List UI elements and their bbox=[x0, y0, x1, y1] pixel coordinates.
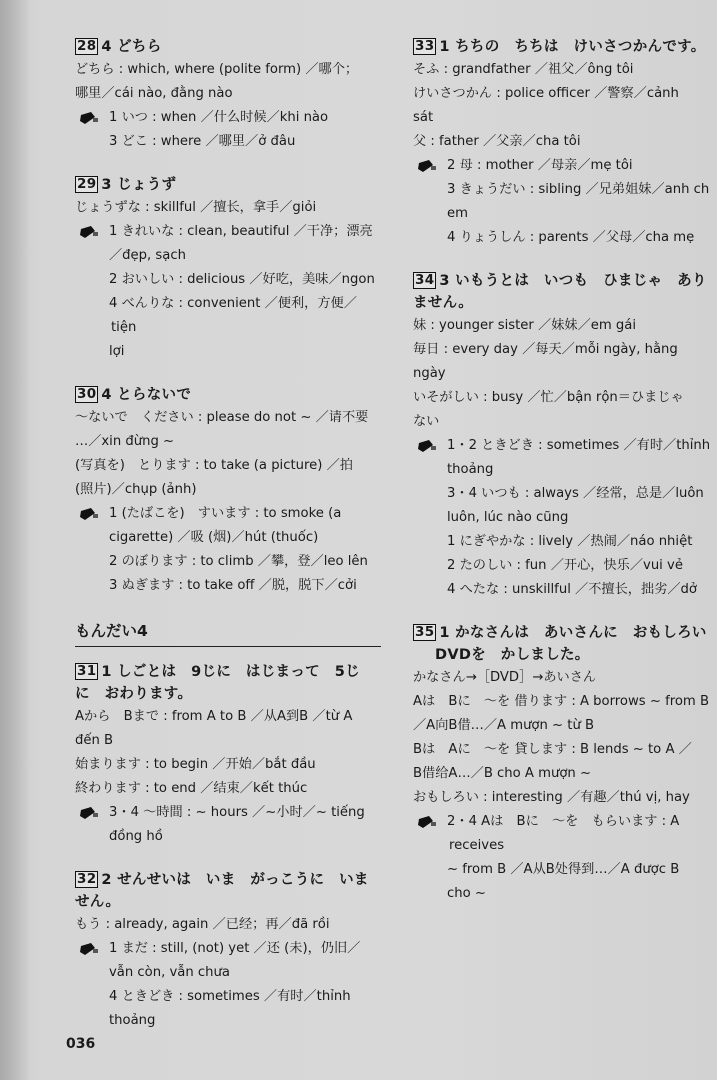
right-column bbox=[413, 36, 717, 926]
vocab-line: (写真を) とります : to take (a picture) ／拍 bbox=[75, 458, 353, 473]
vocab-line: (照片)／chụp (ảnh) bbox=[75, 482, 197, 497]
vocab-line: đến B bbox=[75, 733, 114, 748]
vocab-line: けいさつかん : police officer ／警察／cảnh bbox=[413, 86, 679, 101]
vocab-line: ない bbox=[413, 414, 440, 429]
hint-line: lợi bbox=[109, 344, 125, 359]
pencil-hint-icon bbox=[417, 815, 437, 829]
hint-line: ~ from B ／A从B处得到…／A được B bbox=[447, 862, 680, 877]
vocab-line: じょうずな : skillful ／擅长，拿手／giỏi bbox=[75, 200, 317, 215]
hint-line: cigarette) ／吸 (烟)／hút (thuốc) bbox=[109, 530, 319, 545]
hint-line: 1 にぎやかな : lively ／热闹／náo nhiệt bbox=[447, 534, 693, 549]
hint-line: 2 たのしい : fun ／开心，快乐／vui vẻ bbox=[447, 558, 683, 573]
hint-line: 1 いつ : when ／什么时候／khi nào bbox=[75, 106, 381, 130]
hint-line: 1・2 ときどき : sometimes ／有时／thỉnh bbox=[413, 434, 717, 458]
vocab-line: B借给A…／B cho A mượn ~ bbox=[413, 766, 592, 781]
vocab-line: おもしろい : interesting ／有趣／thú vị, hay bbox=[413, 790, 690, 805]
hint-line: 3 きょうだい : sibling ／兄弟姐妹／anh ch bbox=[447, 182, 710, 197]
answer-text: 4 とらないで bbox=[101, 387, 192, 403]
pencil-hint-icon bbox=[79, 111, 99, 125]
hint-line: 4 べんりな : convenient ／便利，方便／tiện bbox=[109, 296, 357, 335]
question-number: 34 bbox=[415, 272, 435, 288]
entry-heading bbox=[413, 270, 717, 292]
answer-text: 4 どちら bbox=[101, 39, 162, 55]
answer-text: 2 せんせいは いま がっこうに いま bbox=[101, 872, 369, 888]
entry-heading bbox=[75, 36, 381, 58]
vocab-line: 妹 : younger sister ／妹妹／em gái bbox=[413, 318, 637, 333]
entry-heading bbox=[75, 661, 381, 683]
question-number: 31 bbox=[77, 663, 97, 679]
vocab-line: Aから Bまで : from A to B ／从A到B ／từ A bbox=[75, 709, 353, 724]
vocab-line: Bは Aに ～を 貸します : B lends ~ to A ／ bbox=[413, 742, 692, 757]
entry-heading-cont: に おわります。 bbox=[75, 686, 193, 702]
answer-text: 1 かなさんは あいさんに おもしろい bbox=[439, 625, 707, 641]
hint-line: 4 ときどき : sometimes ／有时／thỉnh bbox=[109, 989, 351, 1004]
entry-heading bbox=[75, 384, 381, 406]
entry-35 bbox=[413, 622, 717, 906]
hint-line: 2 おいしい : delicious ／好吃，美味／ngon bbox=[109, 272, 375, 287]
vocab-line: sát bbox=[413, 110, 434, 125]
hint-line: ／đẹp, sạch bbox=[109, 248, 186, 263]
entry-heading-cont: ません。 bbox=[413, 295, 474, 311]
entry-31 bbox=[75, 661, 381, 849]
question-number: 33 bbox=[415, 38, 435, 54]
hint-line: 4 へたな : unskillful ／不擅长，拙劣／dở bbox=[447, 582, 697, 597]
hint-line: cho ~ bbox=[447, 886, 486, 901]
vocab-line: 終わります : to end ／结束／kết thúc bbox=[75, 781, 308, 796]
hint-line: vẫn còn, vẫn chưa bbox=[109, 965, 230, 980]
vocab-line: Aは Bに ～を 借ります : A borrows ~ from B bbox=[413, 694, 710, 709]
hint-line: 3 ぬぎます : to take off ／脱，脱下／cởi bbox=[109, 578, 357, 593]
pencil-hint-icon bbox=[79, 942, 99, 956]
hint-line: 1 きれいな : clean, beautiful ／干净；漂亮 bbox=[75, 220, 381, 244]
vocab-line: ～ないで ください : please do not ~ ／请不要 bbox=[75, 410, 369, 425]
entry-heading-cont: DVDを かしました。 bbox=[435, 647, 590, 663]
question-number: 28 bbox=[77, 38, 97, 54]
vocab-line: どちら : which, where (polite form) ／哪个； bbox=[75, 62, 359, 77]
question-number: 29 bbox=[77, 176, 97, 192]
question-number: 30 bbox=[77, 386, 97, 402]
hint-line: thoảng bbox=[109, 1013, 156, 1028]
vocab-line: もう : already, again ／已经；再／đã rồi bbox=[75, 917, 330, 932]
entry-heading bbox=[75, 174, 381, 196]
entry-heading-cont: せん。 bbox=[75, 894, 121, 910]
entry-33 bbox=[413, 36, 717, 250]
pencil-hint-icon bbox=[417, 439, 437, 453]
hint-line: 3・4 いつも : always ／经常，总是／luôn bbox=[447, 486, 704, 501]
answer-text: 1 ちちの ちちは けいさつかんです。 bbox=[439, 39, 706, 55]
entry-30 bbox=[75, 384, 381, 598]
hint-line: thoảng bbox=[447, 462, 494, 477]
hint-line: 1 (たばこを) すいます : to smoke (a bbox=[75, 502, 381, 526]
spine-shadow bbox=[0, 0, 30, 1080]
pencil-hint-icon bbox=[79, 806, 99, 820]
left-column bbox=[75, 36, 381, 1053]
entry-heading bbox=[413, 622, 717, 644]
vocab-line: 始まります : to begin ／开始／bắt đầu bbox=[75, 757, 316, 772]
hint-line: em bbox=[447, 206, 468, 221]
vocab-line: いそがしい : busy ／忙／bận rộn＝ひまじゃ bbox=[413, 390, 684, 405]
entry-34 bbox=[413, 270, 717, 602]
vocab-line: 父 : father ／父亲／cha tôi bbox=[413, 134, 581, 149]
vocab-line: そふ : grandfather ／祖父／ông tôi bbox=[413, 62, 634, 77]
page-number: 036 bbox=[66, 1036, 96, 1052]
vocab-line: 哪里／cái nào, đằng nào bbox=[75, 86, 233, 101]
answer-text: 3 じょうず bbox=[101, 177, 177, 193]
hint-line: đồng hồ bbox=[109, 829, 163, 844]
vocab-line: かなさん→［DVD］→あいさん bbox=[413, 670, 597, 685]
vocab-line: …／xin đừng ~ bbox=[75, 434, 175, 449]
section-title: もんだい4 bbox=[75, 618, 381, 647]
entry-29 bbox=[75, 174, 381, 364]
question-number: 35 bbox=[415, 624, 435, 640]
entry-28 bbox=[75, 36, 381, 154]
hint-line: 2・4 Aは Bに ～を もらいます : A receives bbox=[413, 810, 717, 858]
question-number: 32 bbox=[77, 871, 97, 887]
hint-line: luôn, lúc nào cũng bbox=[447, 510, 569, 525]
hint-line: 2 のぼります : to climb ／攀，登／leo lên bbox=[109, 554, 368, 569]
vocab-line: ／A向B借…／A mượn ~ từ B bbox=[413, 718, 595, 733]
pencil-hint-icon bbox=[417, 159, 437, 173]
answer-text: 3 いもうとは いつも ひまじゃ あり bbox=[439, 273, 707, 289]
hint-line: 2 母 : mother ／母亲／mẹ tôi bbox=[413, 154, 717, 178]
hint-line: 3・4 ～時間 : ~ hours ／~小时／~ tiếng bbox=[75, 801, 381, 825]
entry-heading bbox=[413, 36, 717, 58]
pencil-hint-icon bbox=[79, 225, 99, 239]
pencil-hint-icon bbox=[79, 507, 99, 521]
hint-line: 4 りょうしん : parents ／父母／cha mẹ bbox=[447, 230, 695, 245]
vocab-line: 毎日 : every day ／每天／mỗi ngày, hằng bbox=[413, 342, 678, 357]
entry-32 bbox=[75, 869, 381, 1033]
answer-text: 1 しごとは 9じに はじまって 5じ bbox=[101, 664, 360, 680]
vocab-line: ngày bbox=[413, 366, 446, 381]
entry-heading bbox=[75, 869, 381, 891]
hint-line: 3 どこ : where ／哪里／ở đâu bbox=[109, 134, 296, 149]
hint-line: 1 まだ : still, (not) yet ／还 (未)，仍旧／ bbox=[75, 937, 381, 961]
